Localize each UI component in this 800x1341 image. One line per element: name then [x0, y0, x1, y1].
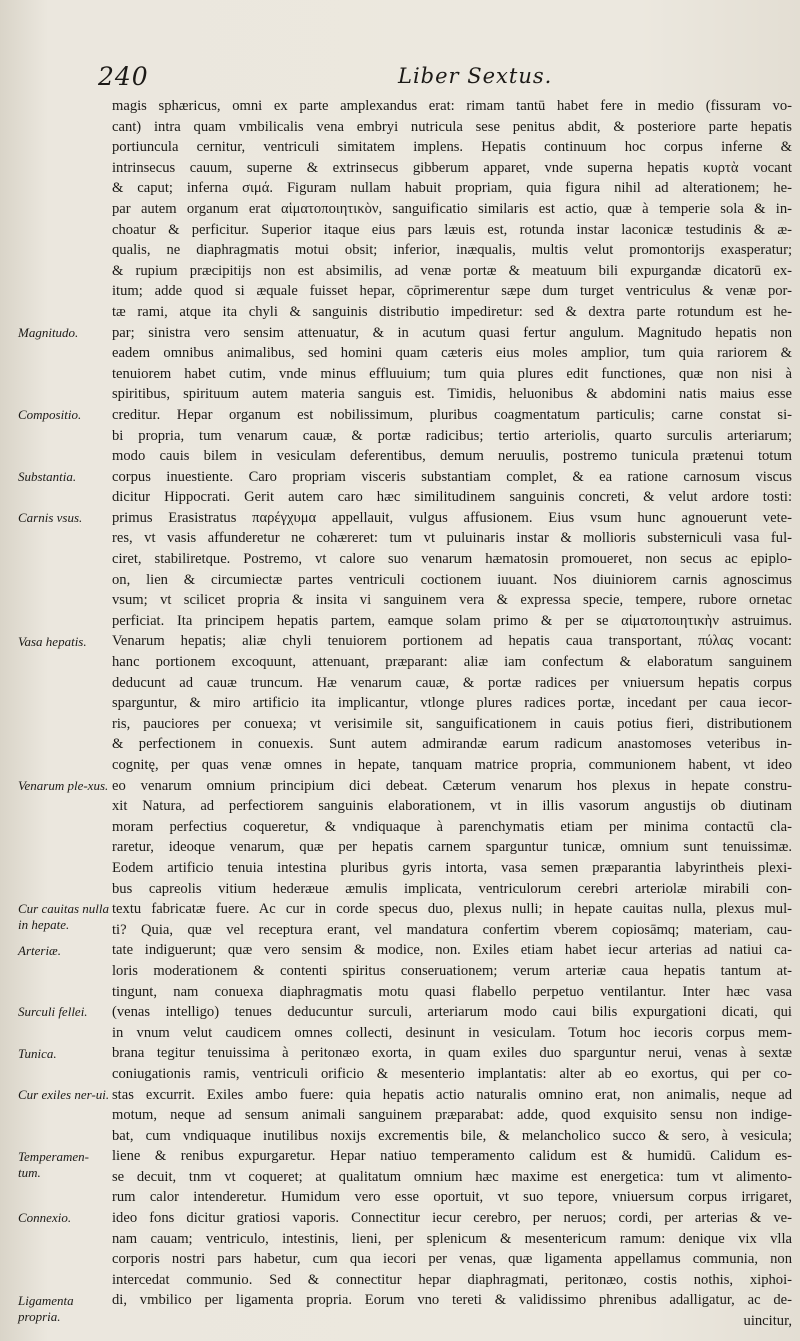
text-line: Venarum hepatis; aliæ chyli tenuiorem portionem ad hepatis caua transportant, πύλας vocant: [112, 633, 792, 650]
text-line: perficiat. Ita principem hepatis partem, eamque solam primo & per se αἱματοποιητικὴν astruimus. [112, 612, 792, 629]
text-line: par; sinistra vero sensim attenuatur, & in acutum quasi fertur angulum. Magnitudo hepatis non [112, 324, 792, 341]
text-line: di, vmbilico per ligamenta propria. Eorum vno tereti & validissimo phrenibus adalligatur, ac de- [112, 1292, 792, 1309]
text-line: xit Natura, ad perfectiorem sanguinis elaborationem, vt in illis vasorum angustijs ob diutinam [112, 798, 792, 815]
text-line: ti? Quia, quæ vel receptura erant, vel mandatura confertim vberem copiosāmq; materiam, cau- [112, 921, 792, 938]
margin-note: Ligamenta propria. [18, 1292, 74, 1324]
text-line: dicitur Hippocrati. Gerit autem caro hæc similitudinem sanguinis concreti, & velut ardore tosti: [112, 489, 792, 506]
text-line: on, lien & circumiectæ partes ventriculi coctionem iuuant. Nos diuiniorem carnis agnoscimus [112, 571, 792, 588]
text-line: ciret, stabiliretque. Postremo, vt calore suo venarum hæmatosin promoueret, non secus ac epiplo- [112, 551, 792, 568]
text-line: eo venarum omnium principium dici debeat. Cæterum venarum hos plexus in hepate constru- [112, 777, 792, 794]
text-line: ideo fons dicitur gratiosi vaporis. Connectitur iecur cerebro, per neruos; cordi, per arterias & ve- [112, 1210, 792, 1227]
text-line: qualis, ne diaphragmatis motui obsit; inferior, inæqualis, multis velut promontorijs exasperatur; [112, 242, 792, 259]
text-line: stas excurrit. Exiles ambo fuere: quia hepatis actio naturalis omnino erat, non animalis, neque ad [112, 1086, 792, 1103]
margin-note: Surculi fellei. [18, 1004, 88, 1020]
margin-note: Magnitudo. [18, 324, 79, 340]
text-line: in vnum velut caudicem omnes collecti, desinunt in vesiculam. Totum hoc iecoris corpus mem- [112, 1024, 792, 1041]
margin-note: Carnis vsus. [18, 510, 83, 525]
text-line: corporis nostri pars habetur, cum qua iecori per venas, quæ ligamenta appellamus communia, non [112, 1251, 792, 1268]
text-line: spiritibus, spirituum autem materia sanguis est. Timidis, heluonibus & abdomini natis maius esse [112, 386, 792, 403]
text-line: magis sphæricus, omni ex parte amplexandus erat: rimam tantū habet fere in medio (fissuram vo- [112, 98, 792, 114]
text-line: deducunt ad cauæ truncum. Hæ venarum cauæ, & portæ radices per vniuersum hepatis corpus [112, 674, 792, 691]
margin-note: Vasa hepatis. [18, 633, 87, 649]
margin-note: Cur exiles ner-ui. [18, 1086, 110, 1102]
text-line: tingunt, nam conuexa diaphragmatis motu quasi flabello perpetuo ventilantur. Inter hæc vasa [112, 983, 792, 1000]
text-line: modo cauis bilem in vesiculam deferentibus, demum neruulis, postremo tunicula prætenui totum [112, 448, 792, 465]
margin-note: Venarum ple-xus. [18, 777, 109, 793]
text-line: sparguntur, & miro artificio ita implicantur, vtlonge plures radices portæ, incedant per caua iecor- [112, 695, 792, 712]
text-line: choatur & perficitur. Superior itaque eius pars læuis est, rotunda instar laconicæ testudinis & æ- [112, 221, 792, 238]
body-text [112, 96, 792, 1332]
margin-note: Connexio. [18, 1210, 72, 1226]
page-number: 240 [98, 62, 149, 91]
page-header [98, 62, 790, 90]
text-line: cognitę, per quas venæ omnes in hepate, tanquam matrice propria, communionem habent, vt ideo [112, 757, 792, 773]
text-line: Eodem artificio tenuia intestina pluribus gyris intorta, vasa semen præparantia labyrintheis plexi- [112, 859, 792, 876]
text-line: ris, pauciores per conuexa; vt verisimile sit, sanguificationem in cauis potius fieri, distributionem [112, 715, 792, 732]
text-line: textu fabricatæ fuere. Ac cur in corde specus duo, plexus nulli; in hepate cauitas nulla, plexus mul- [112, 901, 792, 918]
text-line: tæ rami, atque ita chyli & sanguinis distributio impediretur: sed & dextra parte rotundum est he- [112, 303, 792, 320]
text-line: uincitur, [743, 1313, 792, 1330]
text-line: (venas intelligo) tenues deducuntur surculi, arteriarum modo caui bilis expurgationi dicati, qui [112, 1004, 792, 1021]
text-line: par autem organum erat αἱματοποιητικὸν, sanguificatio similaris est actio, quæ à temperie sola & in- [112, 200, 792, 217]
text-line: res, vt vasis affunderetur ne cohæreret: tum vt puluinaris instar & mollioris substerniculi vasa ful- [112, 530, 792, 547]
text-line: bi propria, tum venarum cauæ, & portæ radicibus; tertio arteriolis, quarto surculis arteriarum; [112, 427, 792, 444]
text-line: bat, cum vndiquaque inutilibus noxijs excrementis bile, & melancholico succo & sero, à vesicula; [112, 1127, 792, 1144]
margin-note: Compositio. [18, 407, 82, 422]
text-line: bus capreolis vitium hederæue æmulis implicata, ventriculorum cerebri arteriolæ mirabili con- [112, 880, 792, 897]
margin-note: Substantia. [18, 468, 77, 484]
text-line: motum, neque ad sensum animali sanguinem præparabat: adde, quod exquisito sensu non indige- [112, 1107, 792, 1124]
running-head: Liber Sextus. [398, 64, 553, 88]
text-line: se decuit, tnm vt coqueret; at qualitatum omnium hæc maxime est energetica: tum vt alimento- [112, 1168, 792, 1185]
margin-note: Arteriæ. [18, 942, 61, 958]
text-line: & rupium præcipitijs non est absimilis, ad venæ portæ & meatuum bili expurgandæ dicatorū ex- [112, 262, 792, 279]
margin-note: Tunica. [18, 1045, 57, 1061]
text-line: portiuncula cernitur, ventriculi simitatem implens. Hepatis continuum hoc corpus inferne & [112, 139, 792, 156]
text-line: raretur, ideoque venarum, quæ per hepatis carnem sparguntur tunicæ, omnium sunt tenuissimæ. [112, 839, 792, 856]
text-line: rum calor intenderetur. Humidum vero esse oportuit, vt suo tepore, vniuersum corpus irrigaret, [112, 1189, 792, 1206]
text-line: corpus inuestiente. Caro propriam visceris substantiam complet, & ea ratione carnosum viscus [112, 468, 792, 485]
text-line: & perfectionem in conuexis. Sunt autem admirandæ earum radicum anastomoses veteribus in- [112, 736, 792, 753]
text-line: liene & renibus expurgaretur. Hepar natiuo temperamento calidum est & humidū. Calidum es- [112, 1148, 792, 1165]
margin-note: Cur cauitas nulla in hepate. [18, 901, 110, 933]
text-line: vsum; vt scilicet propria & insita vi sanguinem vera & expressa specie, tempere, rubore ornetac [112, 592, 792, 609]
text-line: intercedat communio. Sed & connectitur hepar diaphragmati, peritonæo, costis nothis, xiphoi- [112, 1271, 792, 1288]
text-line: eadem omnibus animalibus, sed homini quam cæteris eius moles amplior, tum quia rariorem & [112, 345, 792, 362]
text-line: nam cauam; ventriculo, intestinis, lieni, per splenicum & mesentericum ramum: denique vix vlla [112, 1230, 792, 1247]
text-line: intrinsecus cauum, superne & extrinsecus gibberum apparet, vnde superna hepatis κυρτὰ vocant [112, 159, 792, 176]
text-line: & caput; inferna σιμά. Figuram nullam habuit propriam, quia figura nihil ad alterationem; he- [112, 180, 792, 197]
text-line: moram perfectius coqueretur, & vndiquaque à parenchymatis etiam per minima contactū cla- [112, 818, 792, 835]
text-line: creditur. Hepar organum est nobilissimum, pluribus coagmentatum particulis; carne constat si- [112, 406, 792, 423]
margin-note: Temperamen-tum. [18, 1148, 90, 1180]
text-line: tate indiguerunt; quæ vero sensim & modice, non. Exiles etiam habet iecur arterias ad natiui ca- [112, 942, 792, 959]
text-line: coniugationis ramis, ventriculi orificio & mesenterio implantatis: alter ab eo exortus, qui per co- [112, 1065, 792, 1082]
text-line: tenuiorem habet cutim, vnde minus effluuium; tum quia plures edit functiones, quæ non nisi à [112, 365, 792, 382]
text-line: brana tegitur tenuissima à peritonæo exorta, in quam exiles duo sparguntur nerui, venas à sextæ [112, 1045, 792, 1062]
text-line: primus Erasistratus παρέγχυμα appellauit, vulgus affusionem. Eius vsum hunc agnouerunt vete- [112, 509, 792, 526]
text-line: hanc portionem excoquunt, attenuant, præparant: aliæ iam confectum & elaboratum sanguinem [112, 654, 792, 671]
text-line: itum; adde quod si æquale fuisset hepar, cōprimerentur sæpe dum turget ventriculus & venæ por- [112, 283, 792, 300]
text-line: loris moderationem & contenti spiritus conseruationem; verum arteriæ caua hepatis tantum at- [112, 962, 792, 979]
text-line: cant) intra quam vmbilicalis vena embryi nutricula sese penitus abdit, & posteriore parte hepatis [112, 118, 792, 135]
